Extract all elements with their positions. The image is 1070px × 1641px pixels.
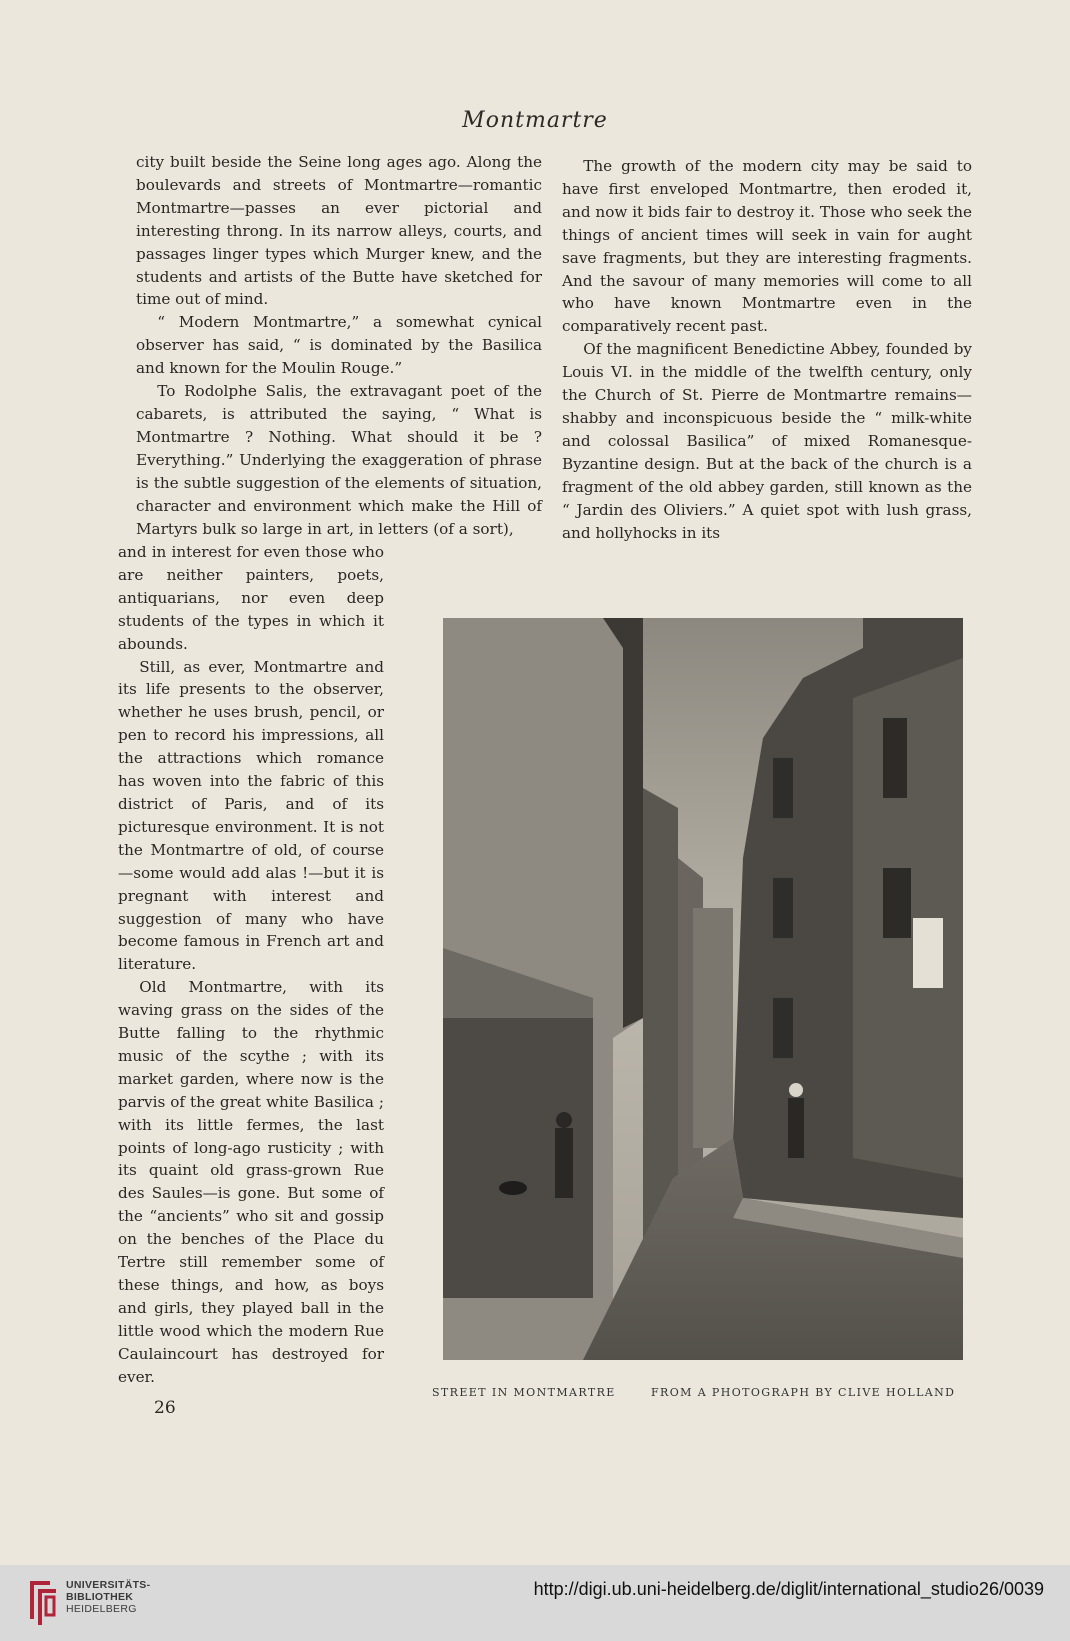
paragraph: Old Montmartre, with its waving grass on the sides of the Butte falling to the rhythmic music of the scythe ; with its market garden, where now is the parvis of the great white Basilica ; with its little fermes, the last points of long-ago rusticity ; with its quaint old grass-grown Rue des Saules—is gone. But some of the “ancients” who sit and gossip on the benches of the Place du Tertre still remember some of these things, and how, as boys and girls, they played ball in the little wood which the modern Rue Caulaincourt has destroyed for ever. [118,978,384,1386]
library-logo-icon [24,1575,62,1629]
left-column-narrow [118,541,384,1389]
paragraph: “ Modern Montmartre,” a somewhat cynical observer has said, “ is dominated by the Basilica and known for the Moulin Rouge.” [136,313,542,378]
library-name-line: HEIDELBERG [66,1603,137,1615]
library-name-line: BIBLIOTHEK [66,1591,134,1603]
paragraph: Of the magnificent Benedictine Abbey, founded by Louis VI. in the middle of the twelfth century, only the Church of St. Pierre de Montmartre remains—shabby and inconspicuous beside the “ milk-white and colossal Basilica” of mixed Romanesque-Byzantine design. But at the back of the church is a fragment of the old abbey garden, still known as the “ Jardin des Oliviers.” A quiet spot with lush grass, and hollyhocks in its [562,340,972,542]
page-number: 26 [154,1398,176,1418]
paragraph: The growth of the modern city may be said to have first enveloped Montmartre, then eroded it, and now it bids fair to destroy it. Those who seek the things of ancient times will seek in vain for aught save fragments, but they are interesting fragments. And the savour of many memories will come to all who have known Montmartre even in the comparatively recent past. [562,157,972,336]
right-column-top [562,155,972,544]
digitization-footer [0,1565,1070,1641]
paragraph: Still, as ever, Montmartre and its life presents to the observer, whether he uses brush, pencil, or pen to record his impressions, all the attractions which romance has woven into the fabric of this district of Paris, and of its picturesque environment. It is not the Montmartre of old, of course —some would add alas !—but it is pregnant with interest and suggestion of many who have become famous in French art and literature. [118,657,384,974]
street-photograph [443,618,963,1360]
paragraph: city built beside the Seine long ages ago. Along the boulevards and streets of Montmartre—romantic Montmartre—passes an ever pictorial and interesting throng. In its narrow alleys, courts, and passages linger types which Murger knew, and the students and artists of the Butte have sketched for time out of mind. [136,153,542,309]
paragraph: To Rodolphe Salis, the extravagant poet of the cabarets, is attributed the saying, “ What is Montmartre ? Nothing. What should it be ? Everything.” Underlying the exaggeration of phrase is the subtle suggestion of the elements of situation, character and environment which make the Hill of Martyrs bulk so large in art, in letters (of a sort), [136,382,542,538]
source-url-link[interactable]: http://digi.ub.uni-heidelberg.de/diglit/international_studio26/0039 [533,1579,1044,1599]
street-photo-illustration [443,618,963,1360]
photo-caption-title: STREET IN MONTMARTRE [432,1386,616,1399]
photo-caption-credit: FROM A PHOTOGRAPH BY CLIVE HOLLAND [651,1386,956,1399]
running-title: Montmartre [462,108,608,133]
left-column-top [136,151,542,540]
library-name-line: UNIVERSITÄTS- [66,1579,151,1591]
library-name [66,1579,150,1615]
paragraph: and in interest for even those who are neither painters, poets, antiquarians, nor even deep students of the types in which it abounds. [118,543,384,653]
